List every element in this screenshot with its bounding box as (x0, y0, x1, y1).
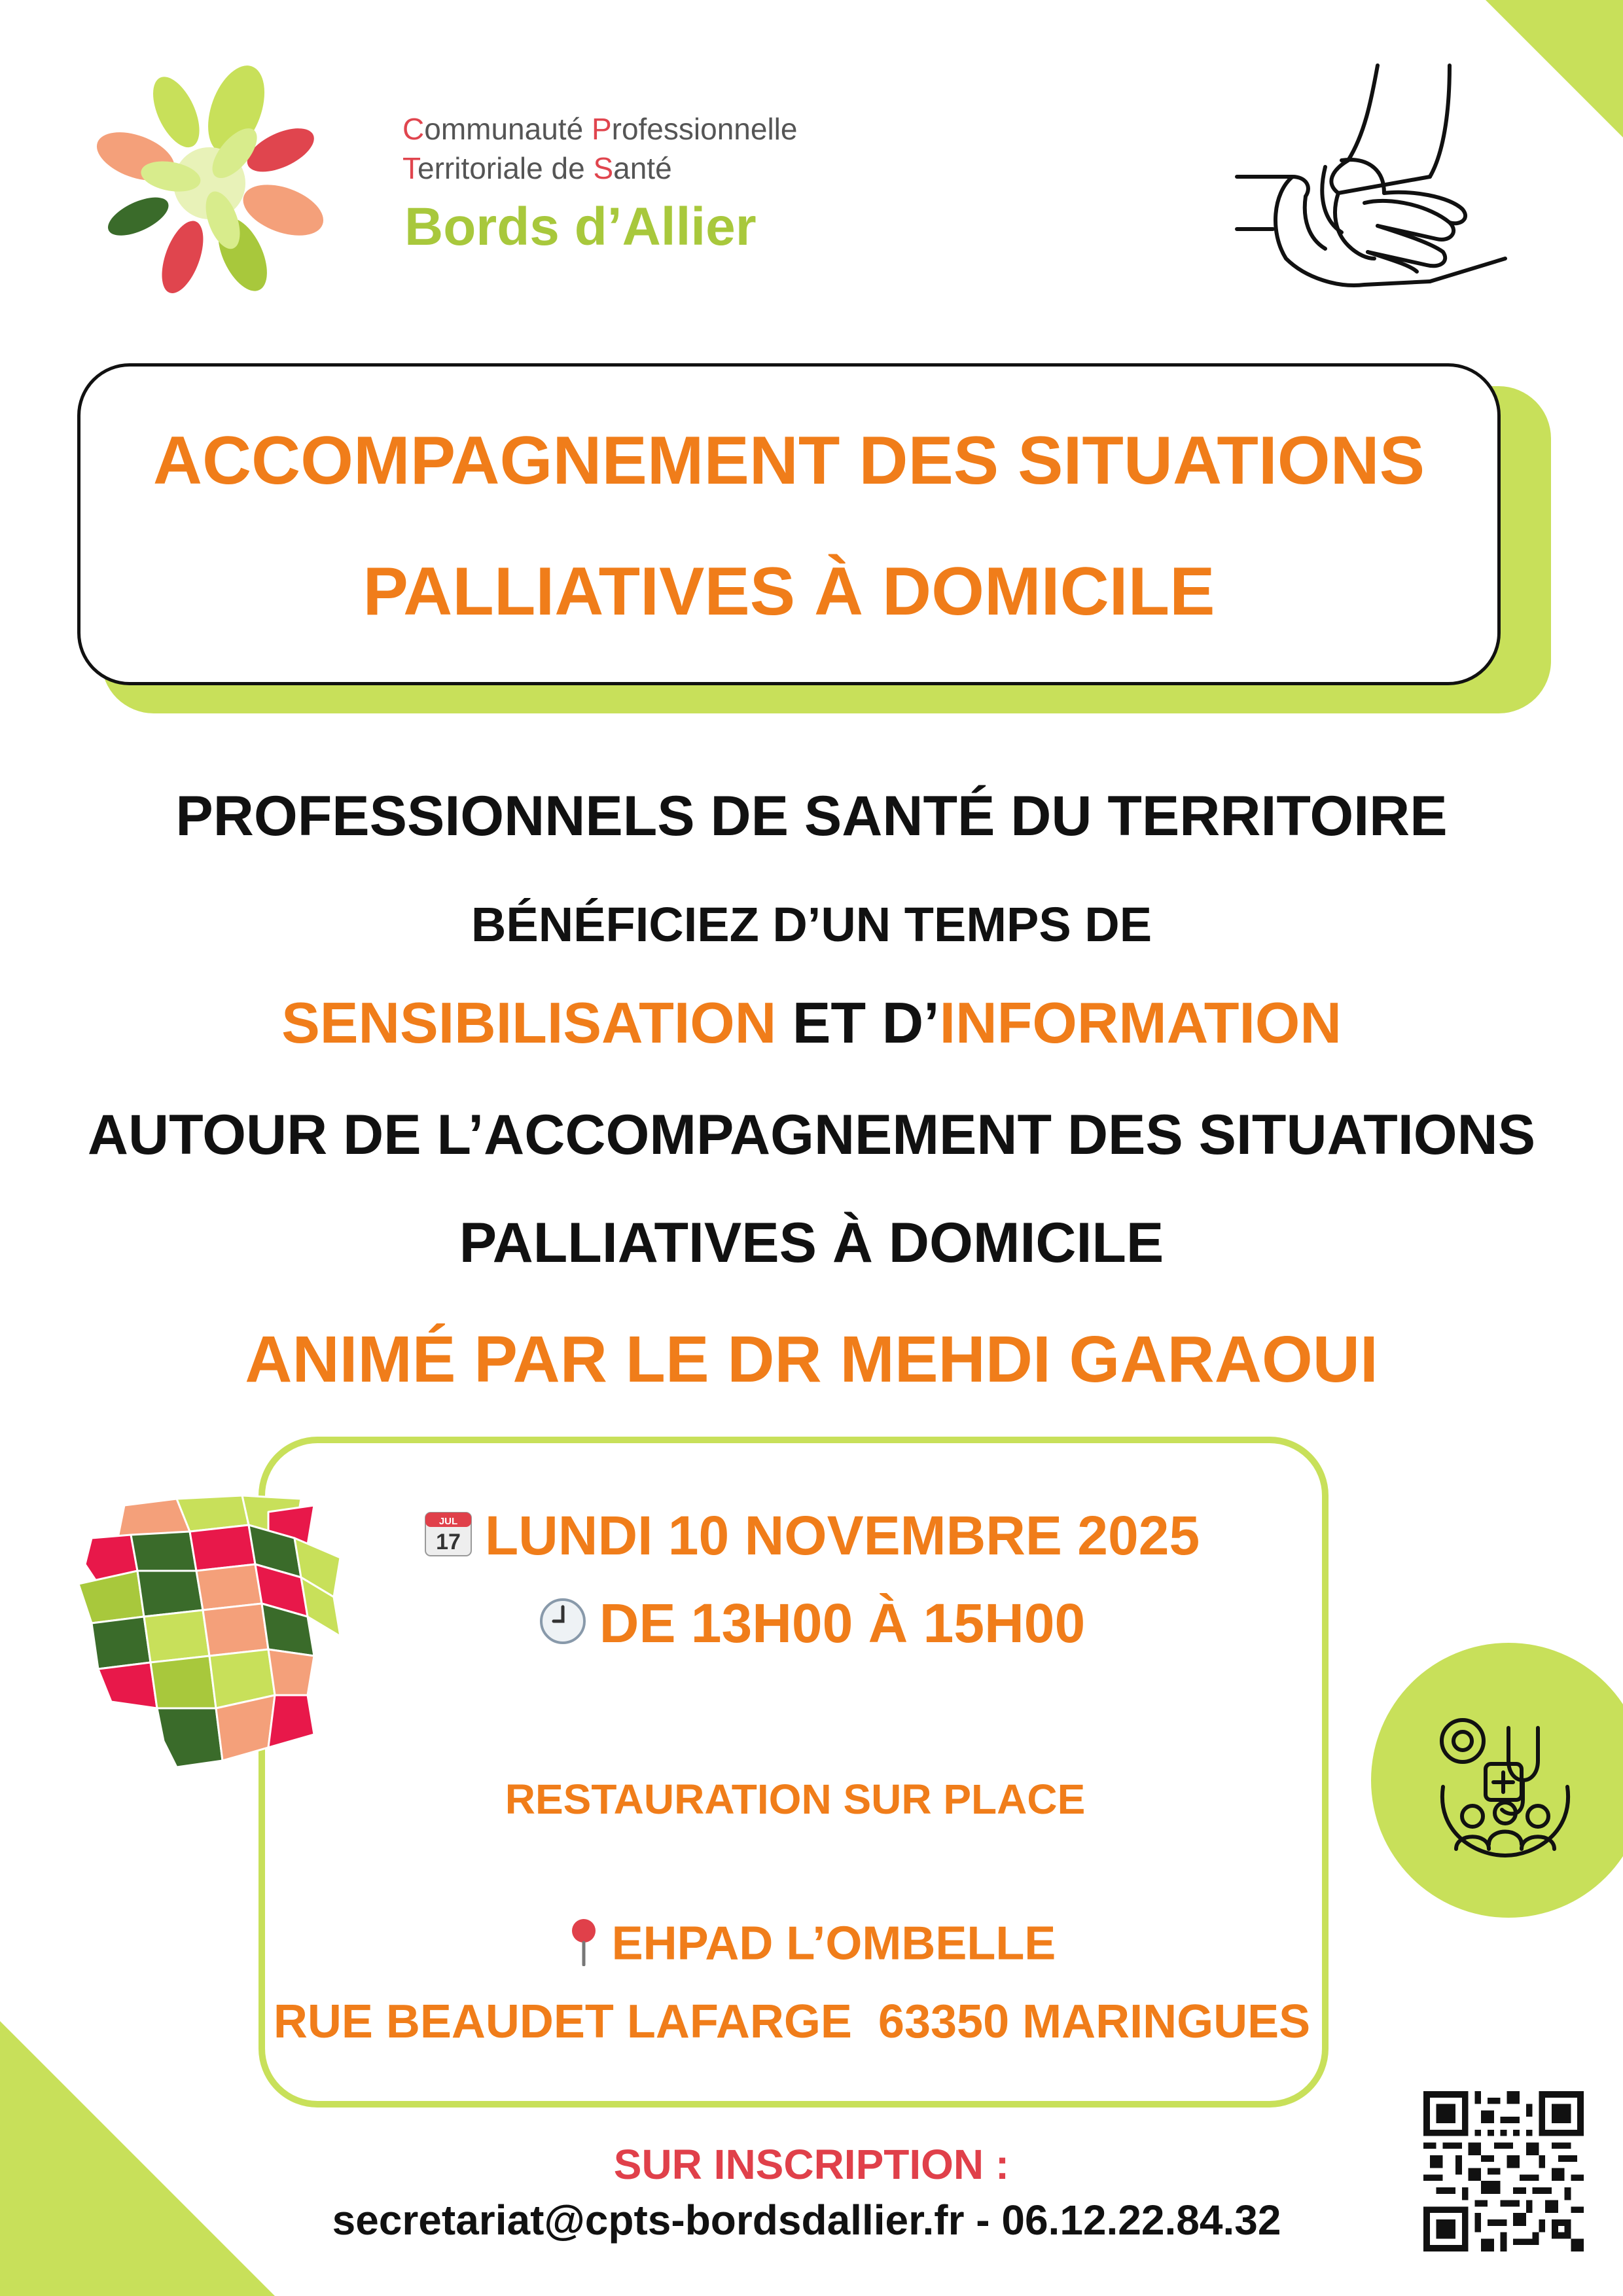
title-line-2: PALLIATIVES À DOMICILE (363, 554, 1215, 630)
body-line-5: PALLIATIVES À DOMICILE (459, 1211, 1164, 1274)
logo-name: Bords d’Allier (404, 197, 757, 257)
logo-text-line1: Communauté Professionnelle (402, 112, 798, 146)
body-line-1: PROFESSIONNELS DE SANTÉ DU TERRITOIRE (175, 785, 1448, 848)
qr-code-icon (1423, 2091, 1584, 2251)
body-line-4: AUTOUR DE L’ACCOMPAGNEMENT DES SITUATIONS (87, 1103, 1536, 1166)
logo-text-line2: Territoriale de Santé (402, 151, 672, 185)
event-date-text: LUNDI 10 NOVEMBRE 2025 (484, 1505, 1200, 1566)
event-catering: RESTAURATION SUR PLACE (505, 1776, 1086, 1823)
svg-text:17: 17 (435, 1530, 461, 1555)
hands-icon (1234, 62, 1508, 311)
clock-icon (538, 1596, 588, 1659)
event-time (0, 1592, 1623, 1659)
event-address: RUE BEAUDET LAFARGE 63350 MARINGUES (273, 1996, 1311, 2048)
svg-text:JUL: JUL (438, 1516, 457, 1528)
event-venue (0, 1916, 1623, 1977)
cpts-logo-icon (65, 46, 353, 321)
title-box (77, 363, 1501, 685)
event-time-text: DE 13H00 À 15H00 (599, 1592, 1086, 1654)
registration-label: SUR INSCRIPTION : (613, 2141, 1010, 2188)
body-line-2: BÉNÉFICIEZ D’UN TEMPS DE (471, 897, 1152, 952)
event-venue-text: EHPAD L’OMBELLE (611, 1917, 1056, 1970)
contact-line: secretariat@cpts-bordsdallier.fr - 06.12.22.84.32 (332, 2197, 1281, 2244)
calendar-icon (423, 1508, 473, 1571)
event-date (0, 1504, 1623, 1571)
body-line-3: SENSIBILISATION ET D’INFORMATION (281, 990, 1342, 1055)
pin-icon (567, 1916, 600, 1977)
animator-line: ANIMÉ PAR LE DR MEHDI GARAOUI (245, 1323, 1378, 1396)
title-line-1: ACCOMPAGNEMENT DES SITUATIONS (152, 423, 1425, 499)
